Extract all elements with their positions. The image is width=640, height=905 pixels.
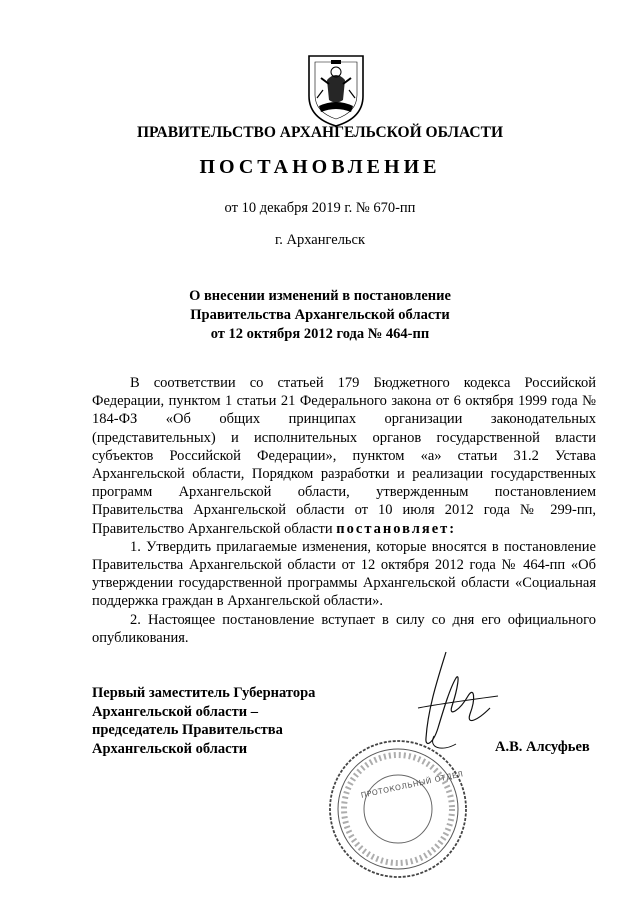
government-name: ПРАВИТЕЛЬСТВО АРХАНГЕЛЬСКОЙ ОБЛАСТИ bbox=[136, 124, 503, 141]
handwritten-signature bbox=[398, 648, 508, 758]
position-line: председатель Правительства bbox=[92, 722, 283, 738]
document-city: г. Архангельск bbox=[274, 232, 366, 248]
clause-1-paragraph: 1. Утвердить прилагаемые изменения, которые вносятся в постановление Правительства Архангельской области от 12 октября 2012 года № 464-пп «Об утверждении государственной программы Архангельской области «Социальная поддержка граждан в Архангельской области». bbox=[92, 538, 596, 610]
document-date-number: от 10 декабря 2019 г. № 670-пп bbox=[224, 200, 416, 216]
stamp-text: ПРОТОКОЛЬНЫЙ ОТДЕЛ bbox=[360, 769, 465, 800]
document-body bbox=[92, 374, 596, 647]
position-line: Первый заместитель Губернатора bbox=[92, 685, 316, 701]
clause-2-paragraph: 2. Настоящее постановление вступает в силу со дня его официального опубликования. bbox=[92, 611, 596, 646]
resolves-word: постановляет: bbox=[336, 520, 457, 537]
signatory-name: А.В. Алсуфьев bbox=[495, 739, 590, 755]
signatory-position bbox=[92, 684, 315, 758]
coat-of-arms-icon bbox=[301, 50, 371, 128]
title-line: Правительства Архангельской области bbox=[190, 307, 450, 323]
position-line: Архангельской области bbox=[92, 740, 248, 757]
preamble-paragraph bbox=[92, 374, 596, 538]
document-type: ПОСТАНОВЛЕНИЕ bbox=[199, 156, 441, 178]
title-line: от 12 октября 2012 года № 464-пп bbox=[210, 326, 430, 342]
position-line: Архангельской области – bbox=[92, 703, 258, 720]
document-title bbox=[0, 287, 640, 344]
title-line: О внесении изменений в постановление bbox=[189, 288, 451, 304]
preamble-text: В соответствии со статьей 179 Бюджетного кодекса Российской Федерации, пунктом 1 статьи 21 Федерального закона от 6 октября 1999 года № 184-ФЗ «Об общих принципах организации законодательных (представительных) и исполнительных органов государственной власти субъектов Российской Федерации», пунктом «а» статьи 31.2 Устава Архангельской области, Порядком разработки и реализации государственных программ Архангельской области, утвержденным постановлением Правительства Архангельской области от 10 июля 2012 года № 299-пп, Правительство Архангельской области bbox=[92, 375, 596, 537]
